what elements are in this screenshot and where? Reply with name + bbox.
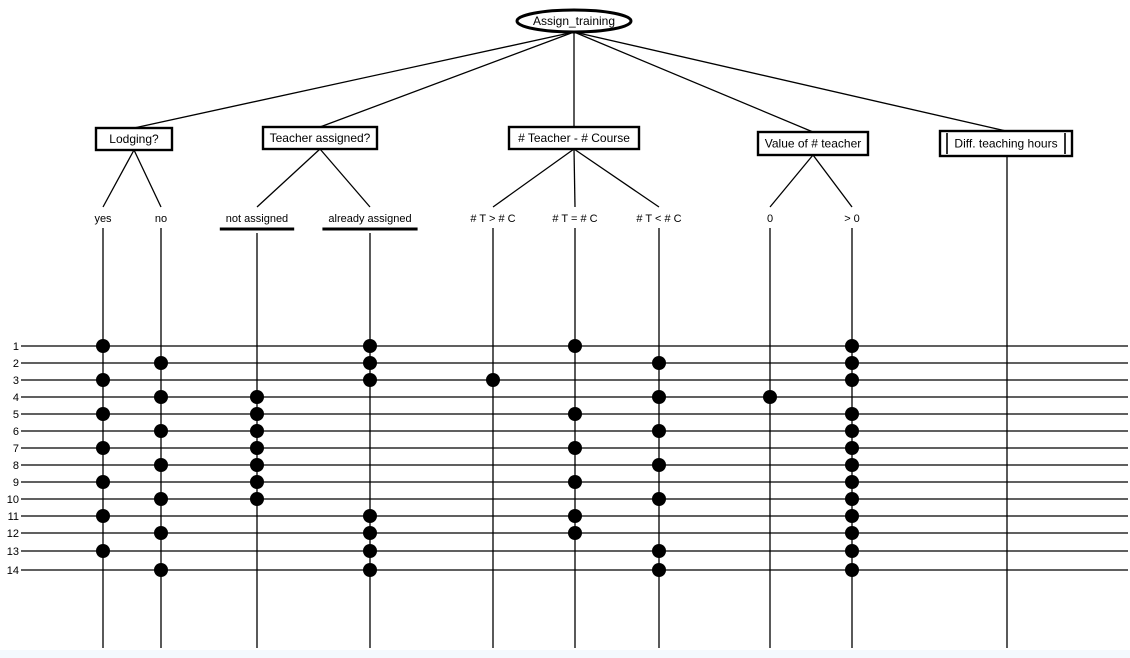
value-label-no: no: [154, 213, 168, 225]
matrix-dot: [845, 441, 859, 455]
matrix-dot: [652, 458, 666, 472]
attribute-label-teacher_assigned: Teacher assigned?: [269, 131, 371, 145]
matrix-dot: [568, 509, 582, 523]
matrix-dot: [250, 424, 264, 438]
matrix-dot: [845, 458, 859, 472]
matrix-dot: [845, 526, 859, 540]
row-number: 13: [6, 546, 19, 558]
row-number: 1: [12, 341, 19, 353]
matrix-dot: [845, 509, 859, 523]
matrix-dot: [568, 339, 582, 353]
matrix-dot: [845, 339, 859, 353]
matrix-dot: [96, 373, 110, 387]
matrix-dot: [363, 356, 377, 370]
root-node-label: Assign_training: [532, 14, 616, 28]
attribute-label-diff_hours: Diff. teaching hours: [954, 136, 1058, 151]
value-label-zero: 0: [766, 213, 774, 225]
matrix-dot: [363, 526, 377, 540]
matrix-dot: [154, 458, 168, 472]
attribute-label-value_teacher: Value of # teacher: [764, 136, 862, 151]
matrix-dot: [96, 407, 110, 421]
matrix-dot: [845, 356, 859, 370]
matrix-dot: [845, 407, 859, 421]
matrix-dot: [154, 356, 168, 370]
matrix-dot: [363, 339, 377, 353]
value-label-t_lt_c: # T < # C: [636, 213, 682, 225]
attribute-label-teacher_course: # Teacher - # Course: [518, 131, 630, 145]
row-number: 7: [12, 443, 19, 455]
matrix-dot: [652, 356, 666, 370]
row-number: 12: [6, 528, 19, 540]
matrix-dot: [154, 526, 168, 540]
matrix-dot: [845, 492, 859, 506]
matrix-dot: [845, 475, 859, 489]
matrix-dot: [486, 373, 500, 387]
matrix-dot: [568, 407, 582, 421]
attribute-label-lodging: Lodging?: [109, 132, 159, 146]
matrix-dot: [96, 339, 110, 353]
matrix-dot: [250, 390, 264, 404]
matrix-dot: [363, 509, 377, 523]
row-number: 11: [7, 511, 19, 523]
row-number: 9: [12, 477, 19, 489]
matrix-dot: [845, 563, 859, 577]
matrix-dot: [652, 492, 666, 506]
matrix-dot: [250, 441, 264, 455]
matrix-dot: [763, 390, 777, 404]
matrix-dot: [845, 373, 859, 387]
row-number: 8: [12, 460, 19, 472]
value-label-not_assigned: not assigned: [225, 213, 289, 225]
matrix-dot: [250, 492, 264, 506]
matrix-dot: [363, 563, 377, 577]
matrix-dot: [652, 544, 666, 558]
matrix-dot: [363, 544, 377, 558]
row-number: 4: [12, 392, 19, 404]
matrix-dot: [154, 390, 168, 404]
matrix-dot: [568, 475, 582, 489]
row-number: 10: [6, 494, 19, 506]
value-label-t_gt_c: # T > # C: [470, 213, 516, 225]
matrix-dot: [568, 441, 582, 455]
matrix-dot: [845, 544, 859, 558]
row-number: 6: [12, 426, 19, 438]
matrix-dot: [96, 544, 110, 558]
row-number: 14: [6, 565, 19, 577]
value-label-t_eq_c: # T = # C: [552, 213, 598, 225]
matrix-dot: [96, 509, 110, 523]
matrix-dot: [154, 424, 168, 438]
value-label-gt_zero: > 0: [844, 213, 860, 225]
row-number: 3: [12, 375, 19, 387]
row-number: 2: [12, 358, 19, 370]
matrix-dot: [250, 458, 264, 472]
value-label-yes: yes: [94, 213, 112, 225]
matrix-dot: [363, 373, 377, 387]
matrix-dot: [154, 492, 168, 506]
matrix-dot: [652, 563, 666, 577]
value-label-already_assigned: already assigned: [328, 213, 412, 225]
matrix-dot: [250, 407, 264, 421]
matrix-dot: [250, 475, 264, 489]
matrix-dot: [154, 563, 168, 577]
matrix-dot: [568, 526, 582, 540]
matrix-dot: [652, 390, 666, 404]
matrix-dot: [652, 424, 666, 438]
matrix-dot: [845, 424, 859, 438]
matrix-dot: [96, 475, 110, 489]
row-number: 5: [12, 409, 19, 421]
matrix-dot: [96, 441, 110, 455]
page-edge-band: [0, 650, 1130, 658]
